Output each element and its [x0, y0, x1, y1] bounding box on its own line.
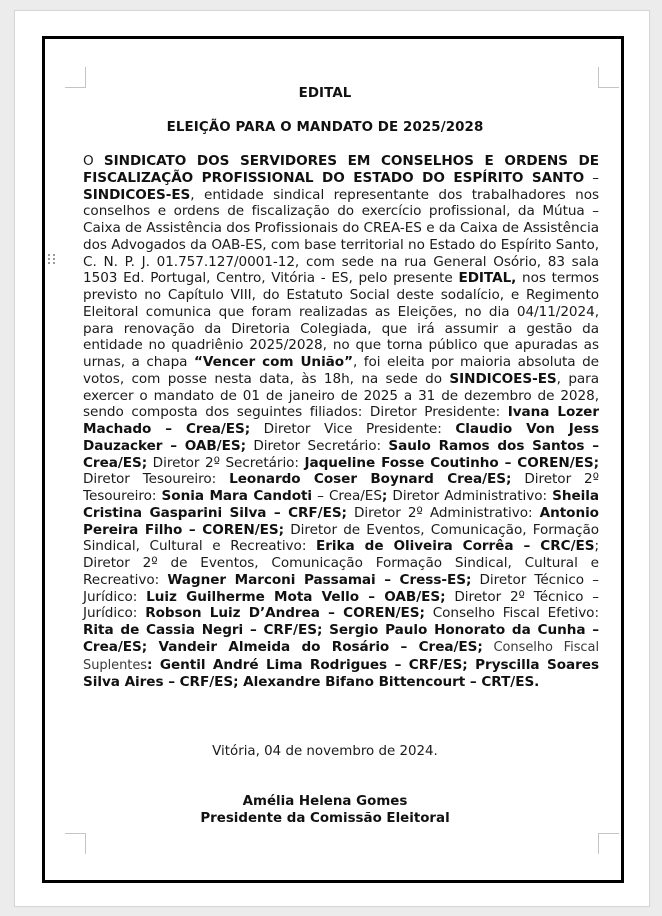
body-text-run: ; Diretor 2º de Eventos, Comunicação Formação Sindical, Cultural e Recreativo:: [83, 538, 599, 588]
body-text-run: Diretor Tesoureiro:: [83, 471, 230, 488]
body-text-run: O: [83, 153, 104, 169]
margin-corner-mark-top-left: [65, 67, 86, 88]
body-bold-run: Leonardo Coser Boynard Crea/ES;: [229, 471, 512, 488]
date-line: Vitória, 04 de novembro de 2024.: [212, 744, 438, 759]
body-text-run: Conselho Fiscal Suplentes: [83, 639, 600, 673]
body-bold-run: Ivana Lozer Machado – Crea/ES;: [83, 404, 600, 437]
body-bold-run: EDITAL,: [458, 270, 517, 287]
body-bold-run: : Gentil André Lima Rodrigues – CRF/ES; Pryscilla Soares Silva Aires – CRF/ES; Alexandre Bifano Bittencourt – CRT/ES.: [83, 656, 599, 691]
body-text-run: , para exercer o mandato de 01 de janeiro de 2025 a 31 de dezembro de 2028, sendo composta dos seguintes filiados: Diretor Presidente:: [83, 370, 599, 421]
body-bold-run: Rita de Cassia Negri – CRF/ES; Sergio Paulo Honorato da Cunha – Crea/ES; Vandeir Almeida do Rosário – Crea/ES;: [83, 622, 599, 655]
body-bold-run: Wagner Marconi Passamai – Cress-ES;: [167, 571, 472, 588]
signature-name: Amélia Helena Gomes: [242, 794, 408, 809]
body-text-run: Conselho Fiscal Efetivo:: [424, 605, 599, 622]
body-text-run: Diretor 2º Técnico – Jurídico:: [83, 588, 599, 622]
margin-corner-mark-bottom-left: [65, 833, 86, 854]
body-text-run: , foi eleita por maioria absoluta de votos, com posse nesta data, às 18h, na sede do: [83, 354, 599, 387]
body-text-run: Diretor Vice Presidente:: [250, 421, 456, 437]
body-bold-run: “Vencer com União”: [193, 354, 353, 370]
body-text-run: – Crea/ES: [312, 488, 382, 504]
body-bold-run: Robson Luiz D’Andrea – COREN/ES;: [145, 605, 425, 622]
body-text-run: Diretor Administrativo:: [387, 488, 553, 504]
document-title: ELEIÇÃO PARA O MANDATO DE 2025/2028: [166, 120, 484, 135]
body-bold-run: Jaqueline Fosse Coutinho – COREN/ES;: [304, 454, 599, 471]
body-text-run: Diretor de Eventos, Comunicação, Formação Sindical, Cultural e Recreativo:: [83, 521, 599, 555]
body-bold-run: Sheila Cristina Gasparini Silva – CRF/ES;: [83, 488, 600, 521]
body-bold-run: ;: [381, 488, 388, 504]
body-text-run: –: [584, 169, 599, 186]
body-bold-run: Antonio Pereira Filho – COREN/ES;: [83, 504, 599, 538]
body-text-run: Diretor 2º Administrativo:: [346, 504, 540, 521]
body-bold-run: SINDICATO DOS SERVIDORES EM CONSELHOS E ORDENS DE FISCALIZAÇÃO PROFISSIONAL DO ESTADO DO ESPÍRITO SANTO: [83, 153, 599, 186]
document-heading: EDITAL: [298, 86, 352, 101]
body-bold-run: Erika de Oliveira Corrêa – CRC/ES: [315, 538, 595, 555]
body-text-run: Diretor 2º Secretário:: [147, 454, 305, 471]
margin-corner-mark-bottom-right: [598, 833, 619, 854]
body-text-run: Diretor 2º Tesoureiro:: [83, 471, 600, 504]
body-text-run: Diretor Técnico – Jurídico:: [83, 571, 599, 605]
body-text-run: nos termos previsto no Capítulo VIII, do Estatuto Social deste sodalício, e Regimento Eleitoral comunica que foram realizadas as Eleições, no dia 04/11/2024, para renovação da Diretoria Colegiada, que irá assumir a gestão da entidade no quadriênio 2025/2028, no que torna público que apuradas as urnas, a chapa: [83, 270, 600, 370]
drag-handle-icon[interactable]: [48, 254, 56, 268]
body-text-run: Diretor Secretário:: [245, 437, 389, 454]
signature-role: Presidente da Comissão Eleitoral: [200, 811, 450, 826]
body-bold-run: Sonia Mara Candoti: [161, 488, 313, 504]
body-bold-run: Claudio Von Jess Dauzacker – OAB/ES;: [83, 421, 599, 454]
edital-body-paragraph: [83, 153, 599, 691]
body-bold-run: SINDICOES-ES: [449, 370, 557, 387]
margin-corner-mark-top-right: [598, 67, 619, 88]
body-text-run: , entidade sindical representante dos trabalhadores nos conselhos e ordens de fiscalização do exercício profissional, da Mútua – Caixa de Assistência dos Profissionais do CREA-ES e da Caixa de Assistência dos Advogados da OAB-ES, com base territorial no Estado do Espírito Santo, C. N. P. J. 01.757.127/0001-12, com sede na rua General Osório, 83 sala 1503 Ed. Portugal, Centro, Vitória - ES, pelo presente: [83, 186, 599, 287]
body-bold-run: Luiz Guilherme Mota Vello – OAB/ES;: [146, 588, 446, 605]
body-bold-run: SINDICOES-ES: [83, 186, 191, 203]
body-bold-run: Saulo Ramos dos Santos – Crea/ES;: [83, 437, 599, 471]
